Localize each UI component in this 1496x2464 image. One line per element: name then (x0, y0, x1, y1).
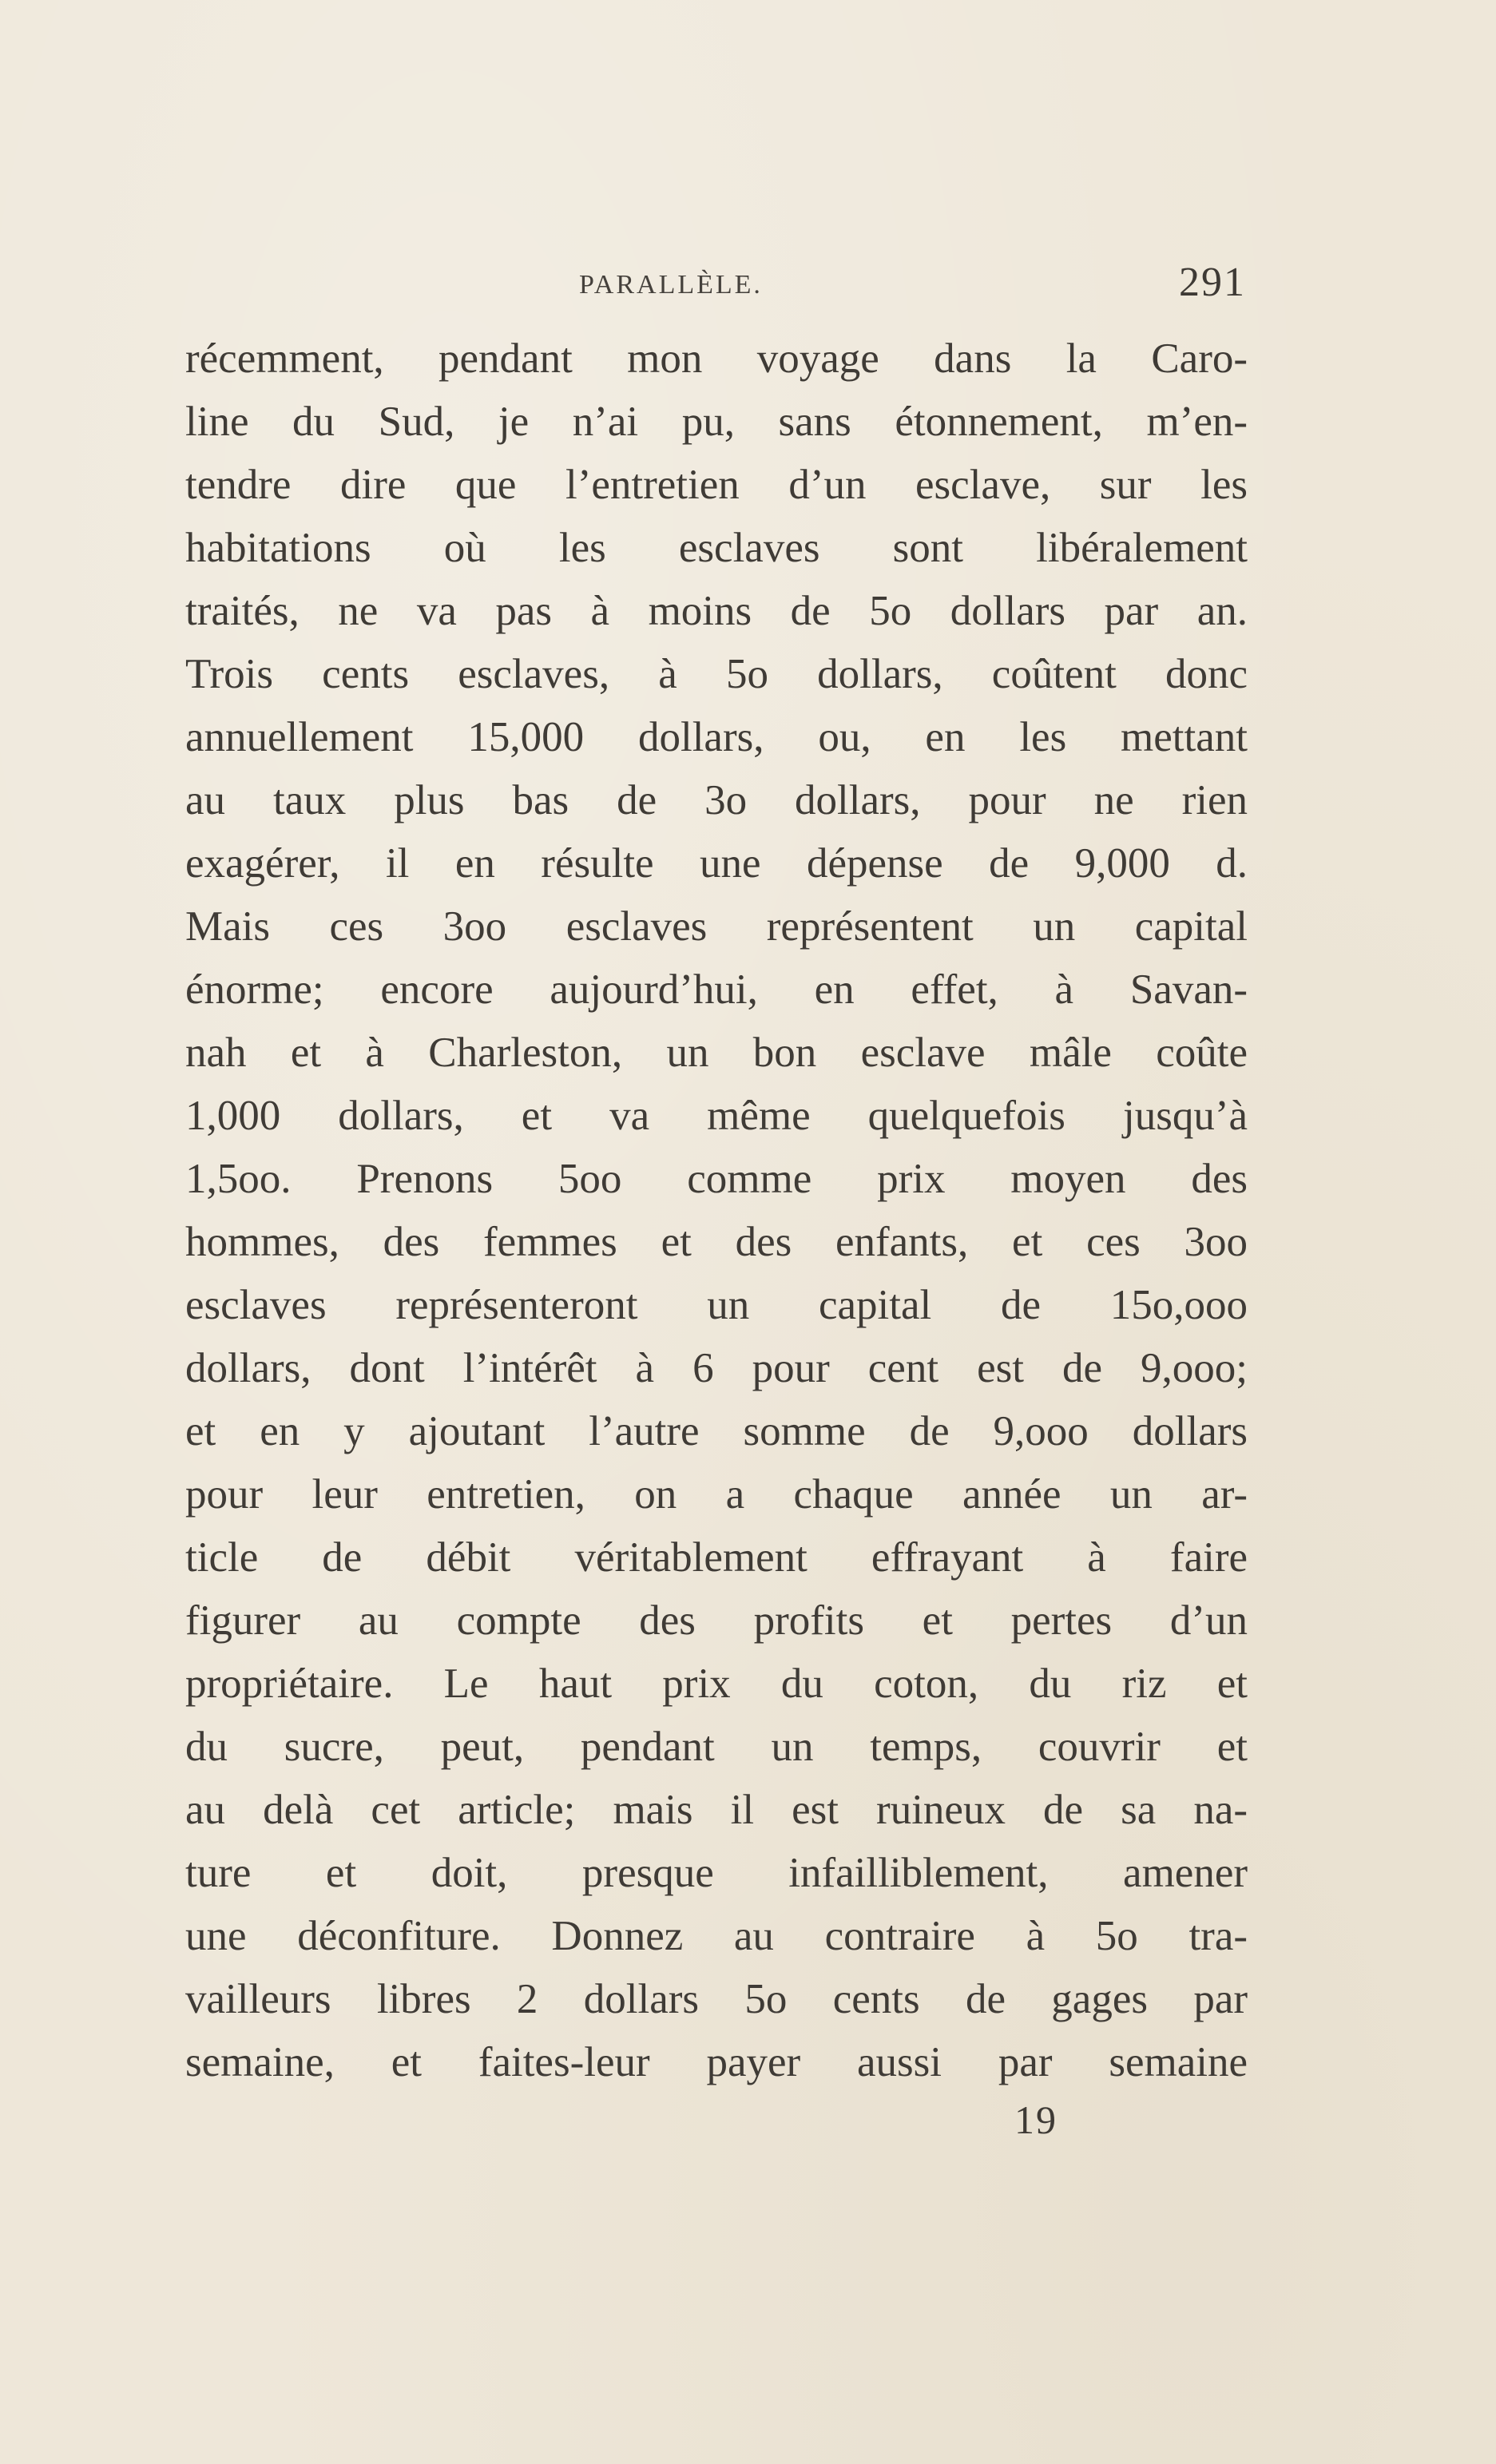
signature-mark: 19 (1014, 2097, 1058, 2142)
text-line: du sucre, peut, pendant un temps, couvrir et (185, 1724, 1248, 1770)
text-line: 1,5oo. Prenons 5oo comme prix moyen des (185, 1156, 1248, 1202)
text-line: tendre dire que l’entretien d’un esclave, sur les (185, 462, 1248, 508)
text-line: Mais ces 3oo esclaves représentent un capital (185, 903, 1248, 950)
text-line: traités, ne va pas à moins de 5o dollars par an. (185, 588, 1248, 634)
text-line: 1,000 dollars, et va même quelquefois jusqu’à (185, 1093, 1248, 1139)
text-line: au taux plus bas de 3o dollars, pour ne rien (185, 777, 1248, 823)
text-line: pour leur entretien, on a chaque année un ar- (185, 1471, 1248, 1518)
page-header (176, 254, 1262, 318)
text-line: figurer au compte des profits et pertes d’un (185, 1597, 1248, 1644)
text-line: ticle de débit véritablement effrayant à faire (185, 1534, 1248, 1581)
text-line: exagérer, il en résulte une dépense de 9,000 d. (185, 840, 1248, 887)
text-line: annuellement 15,000 dollars, ou, en les mettant (185, 714, 1248, 760)
text-line: Trois cents esclaves, à 5o dollars, coûtent donc (185, 651, 1248, 697)
text-line: semaine, et faites-leur payer aussi par semaine (185, 2039, 1248, 2085)
text-line: hommes, des femmes et des enfants, et ces 3oo (185, 1219, 1248, 1265)
text-line: ture et doit, presque infailliblement, amener (185, 1850, 1248, 1896)
text-line: vailleurs libres 2 dollars 5o cents de gages par (185, 1976, 1248, 2022)
text-line: énorme; encore aujourd’hui, en effet, à Savan- (185, 966, 1248, 1013)
body-text (185, 327, 1248, 2094)
text-line: propriétaire. Le haut prix du coton, du riz et (185, 1661, 1248, 1707)
text-line: nah et à Charleston, un bon esclave mâle coûte (185, 1030, 1248, 1076)
text-line: au delà cet article; mais il est ruineux de sa na- (185, 1787, 1248, 1833)
text-line: esclaves représenteront un capital de 15o,ooo (185, 1282, 1248, 1328)
text-line: line du Sud, je n’ai pu, sans étonnement, m’en- (185, 399, 1248, 445)
text-line: récemment, pendant mon voyage dans la Caro- (185, 335, 1248, 382)
page-number: 291 (1179, 260, 1246, 305)
text-line: habitations où les esclaves sont libéralement (185, 525, 1248, 571)
text-line: une déconfiture. Donnez au contraire à 5o tra- (185, 1913, 1248, 1959)
running-title: PARALLÈLE. (579, 270, 763, 300)
text-line: et en y ajoutant l’autre somme de 9,ooo dollars (185, 1408, 1248, 1454)
text-line: dollars, dont l’intérêt à 6 pour cent est de 9,ooo; (185, 1345, 1248, 1391)
